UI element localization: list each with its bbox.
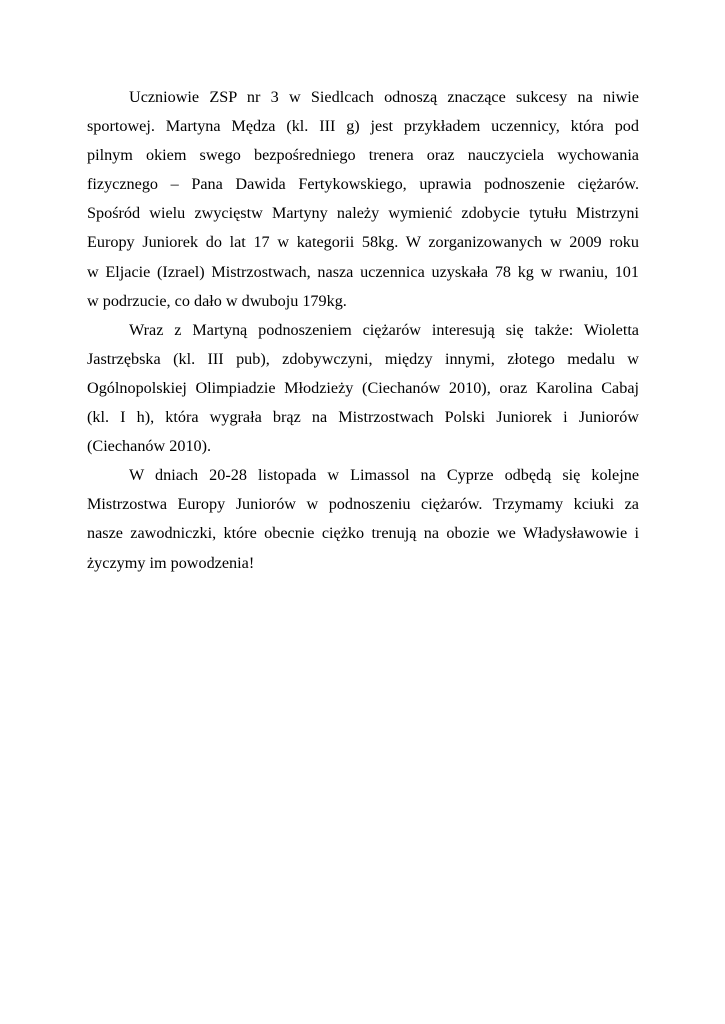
paragraph-2 [87,316,639,461]
text-line: pilnym okiem swego bezpośredniego trenera oraz nauczyciela wychowania [87,146,639,165]
text-line: życzymy im powodzenia! [87,553,255,572]
text-line: Jastrzębska (kl. III pub), zdobywczyni, między innymi, złotego medalu w [87,349,639,368]
text-line: fizycznego – Pana Dawida Fertykowskiego, uprawia podnoszenie ciężarów. [87,175,639,194]
text-line: w podrzucie, co dało w dwuboju 179kg. [87,291,347,310]
paragraph-1 [87,83,639,316]
text-line: Wraz z Martyną podnoszeniem ciężarów interesują się także: Wioletta [129,320,639,339]
text-line: Uczniowie ZSP nr 3 w Siedlcach odnoszą znaczące sukcesy na niwie [129,88,639,106]
text-line: sportowej. Martyna Mędza (kl. III g) jest przykładem uczennicy, która pod [87,117,639,136]
text-line: Europy Juniorek do lat 17 w kategorii 58kg. W zorganizowanych w 2009 roku [87,233,639,252]
text-line: w Eljacie (Izrael) Mistrzostwach, nasza uczennica uzyskała 78 kg w rwaniu, 101 [87,262,639,281]
text-line: (Ciechanów 2010). [87,437,212,456]
paragraph-3 [87,461,639,577]
text-line: Spośród wielu zwycięstw Martyny należy wymienić zdobycie tytułu Mistrzyni [87,204,639,223]
text-line: (kl. I h), która wygrała brąz na Mistrzostwach Polski Juniorek i Juniorów [87,408,639,427]
text-line: Ogólnopolskiej Olimpiadzie Młodzieży (Ciechanów 2010), oraz Karolina Cabaj [87,378,639,397]
article-body [87,83,639,578]
text-line: nasze zawodniczki, które obecnie ciężko trenują na obozie we Władysławowie i [87,524,639,543]
text-line: W dniach 20-28 listopada w Limassol na Cyprze odbędą się kolejne [129,466,639,485]
text-line: Mistrzostwa Europy Juniorów w podnoszeniu ciężarów. Trzymamy kciuki za [87,495,639,514]
